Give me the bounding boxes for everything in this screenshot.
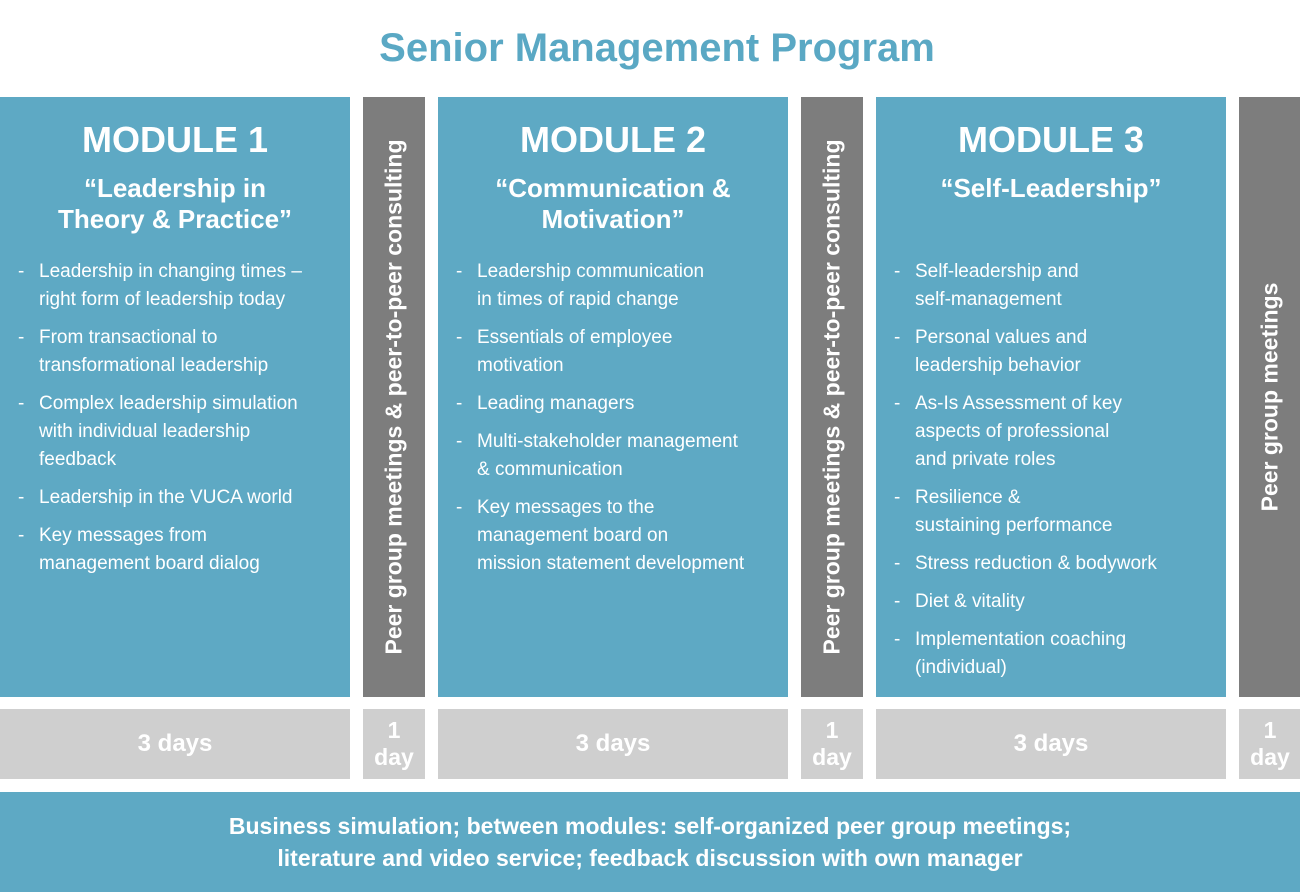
list-item: - Leadership communication in times of rapid change: [456, 258, 778, 314]
peer-label: Peer group meetings & peer-to-peer consulting: [380, 139, 407, 655]
list-item: - Resilience & sustaining performance: [894, 484, 1216, 540]
footer-banner: [0, 792, 1300, 892]
peer-label: Peer group meetings & peer-to-peer consulting: [818, 139, 845, 655]
module-subtitle: “Communication & Motivation”: [495, 173, 731, 234]
peer-label: Peer group meetings: [1256, 282, 1283, 512]
list-item: - Diet & vitality: [894, 588, 1216, 616]
module-2-panel: [438, 97, 788, 697]
module-1-panel: [0, 97, 350, 697]
peer-3-duration: 1 day: [1239, 709, 1300, 779]
module-item-list: [456, 258, 778, 588]
module-subtitle: “Self-Leadership”: [940, 173, 1162, 203]
list-item: - Leadership in the VUCA world: [18, 484, 340, 512]
list-item: - Self-leadership and self-management: [894, 258, 1216, 314]
module-2-duration: 3 days: [438, 709, 788, 779]
peer-meetings-bar-3: [1239, 97, 1300, 697]
peer-1-duration: 1 day: [363, 709, 425, 779]
list-item: - Multi-stakeholder management & communication: [456, 428, 778, 484]
module-subtitle: “Leadership in Theory & Practice”: [57, 173, 293, 234]
list-item: - Implementation coaching (individual): [894, 626, 1216, 682]
module-3-panel: [876, 97, 1226, 697]
page-title: Senior Management Program: [379, 26, 935, 70]
module-heading: MODULE 1: [81, 119, 268, 160]
peer-consulting-bar-2: [801, 97, 863, 697]
list-item: - Essentials of employee motivation: [456, 324, 778, 380]
module-heading: MODULE 3: [957, 119, 1144, 160]
list-item: - As-Is Assessment of key aspects of professional and private roles: [894, 390, 1216, 474]
footer-line-2: literature and video service; feedback discussion with own manager: [277, 845, 1023, 871]
module-item-list: [18, 258, 340, 588]
list-item: - Leading managers: [456, 390, 778, 418]
list-item: - From transactional to transformational leadership: [18, 324, 340, 380]
module-item-list: [894, 258, 1216, 692]
list-item: - Stress reduction & bodywork: [894, 550, 1216, 578]
list-item: - Key messages to the management board on mission statement development: [456, 494, 778, 578]
peer-consulting-bar-1: [363, 97, 425, 697]
module-heading: MODULE 2: [519, 119, 706, 160]
list-item: - Leadership in changing times – right form of leadership today: [18, 258, 340, 314]
module-3-duration: 3 days: [876, 709, 1226, 779]
list-item: - Complex leadership simulation with individual leadership feedback: [18, 390, 340, 474]
footer-line-1: Business simulation; between modules: self-organized peer group meetings;: [228, 813, 1072, 839]
module-1-duration: 3 days: [0, 709, 350, 779]
peer-2-duration: 1 day: [801, 709, 863, 779]
list-item: - Key messages from management board dialog: [18, 522, 340, 578]
list-item: - Personal values and leadership behavior: [894, 324, 1216, 380]
